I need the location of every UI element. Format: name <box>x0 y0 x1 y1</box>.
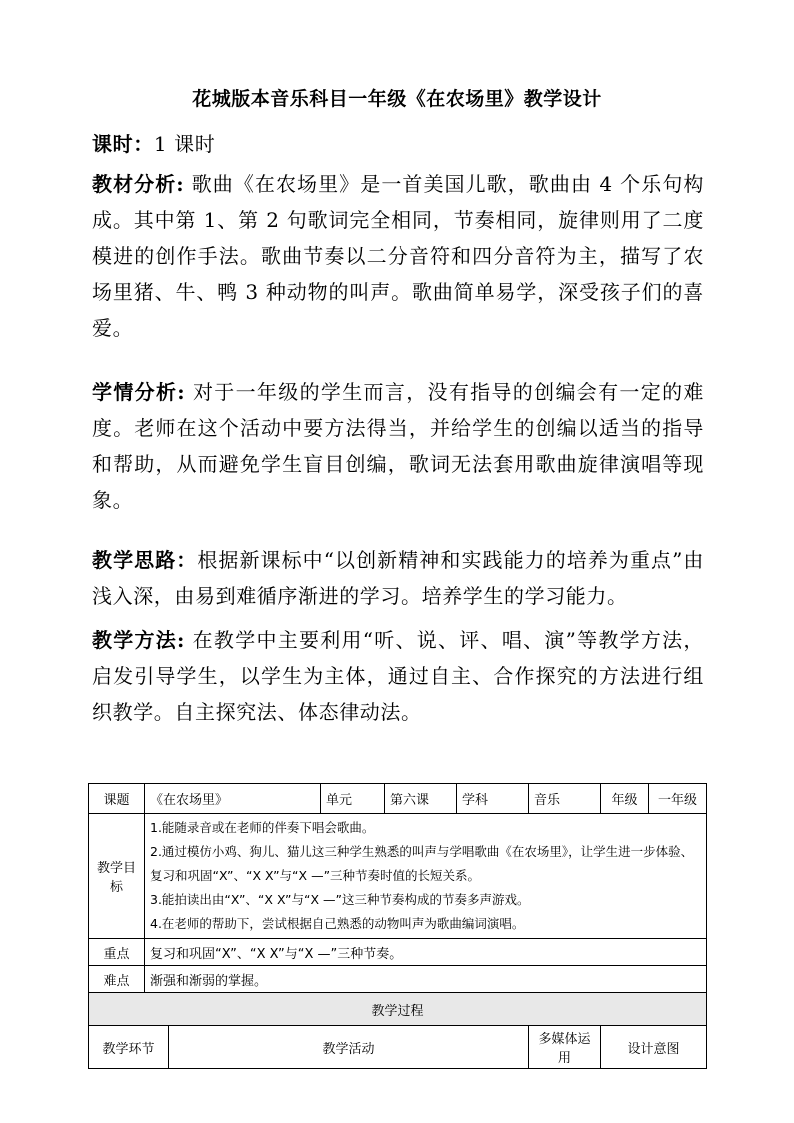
col-step-header: 教学环节 <box>89 1026 169 1069</box>
table-row <box>89 814 707 939</box>
key-point-label: 重点 <box>89 939 145 966</box>
table-row <box>89 784 707 814</box>
table-row <box>89 1026 707 1069</box>
goal-item: 1.能随录音或在老师的伴奏下唱会歌曲。 <box>150 820 375 835</box>
class-hours-value: 1 课时 <box>153 132 216 156</box>
subject-value: 音乐 <box>529 784 601 814</box>
key-point-value: 复习和巩固“X”、“X X”与“X —”三种节奏。 <box>145 939 707 966</box>
process-header: 教学过程 <box>89 993 707 1026</box>
material-analysis-label: 教材分析: <box>92 172 185 196</box>
goal-item: 4.在老师的帮助下，尝试根据自己熟悉的动物叫声为歌曲编词演唱。 <box>150 916 525 931</box>
material-analysis <box>92 166 704 346</box>
teaching-method <box>92 622 704 730</box>
unit-label: 单元 <box>321 784 385 814</box>
class-hours-label: 课时： <box>92 132 154 156</box>
difficulty-label: 难点 <box>89 966 145 993</box>
topic-label: 课题 <box>89 784 145 814</box>
col-intent-header: 设计意图 <box>601 1026 707 1069</box>
col-media-header: 多媒体运用 <box>529 1026 601 1069</box>
document-title: 花城版本音乐科目一年级《在农场里》教学设计 <box>192 88 602 110</box>
goal-item: 3.能拍读出由“X”、“X X”与“X —”这三种节奏构成的节奏多声游戏。 <box>150 892 530 907</box>
learner-analysis-text: 对于一年级的学生而言，没有指导的创编会有一定的难度。老师在这个活动中要方法得当，并给学生的创编以适当的指导和帮助，从而避免学生盲目创编，歌词无法套用歌曲旋律演唱等现象。 <box>92 380 704 512</box>
topic-value: 《在农场里》 <box>145 784 321 814</box>
learner-analysis-label: 学情分析: <box>92 380 186 404</box>
material-analysis-text: 歌曲《在农场里》是一首美国儿歌，歌曲由 4 个乐句构成。其中第 1、第 2 句歌词完全相同，节奏相同，旋律则用了二度模进的创作手法。歌曲节奏以二分音符和四分音符为主，描写了农场里猪、牛、鸭 3 种动物的叫声。歌曲简单易学，深受孩子们的喜爱。 <box>92 172 704 340</box>
col-activity-header: 教学活动 <box>169 1026 529 1069</box>
learner-analysis <box>92 374 704 518</box>
teaching-method-label: 教学方法: <box>92 628 186 652</box>
goal-label: 教学目标 <box>89 814 145 939</box>
goal-item: 2.通过模仿小鸡、狗儿、猫儿这三种学生熟悉的叫声与学唱歌曲《在农场里》，让学生进一步体验、复习和巩固“X”、“X X”与“X —”三种节奏时值的长短关系。 <box>150 844 694 883</box>
teaching-idea-label: 教学思路： <box>92 548 198 572</box>
class-hours <box>92 126 704 162</box>
difficulty-value: 渐强和渐弱的掌握。 <box>145 966 707 993</box>
teaching-idea-text: 根据新课标中“以创新精神和实践能力的培养为重点”由浅入深，由易到难循序渐进的学习。培养学生的学习能力。 <box>92 548 705 608</box>
lesson-plan-table <box>88 783 707 1069</box>
teaching-idea <box>92 542 704 614</box>
grade-value: 一年级 <box>649 784 707 814</box>
unit-value: 第六课 <box>385 784 457 814</box>
teaching-method-text: 在教学中主要利用“听、说、评、唱、演”等教学方法，启发引导学生，以学生为主体，通过自主、合作探究的方法进行组织教学。自主探究法、体态律动法。 <box>92 628 705 724</box>
goal-list <box>145 814 707 939</box>
subject-label: 学科 <box>457 784 529 814</box>
table-row <box>89 939 707 966</box>
table-row <box>89 966 707 993</box>
grade-label: 年级 <box>601 784 649 814</box>
table-row <box>89 993 707 1026</box>
